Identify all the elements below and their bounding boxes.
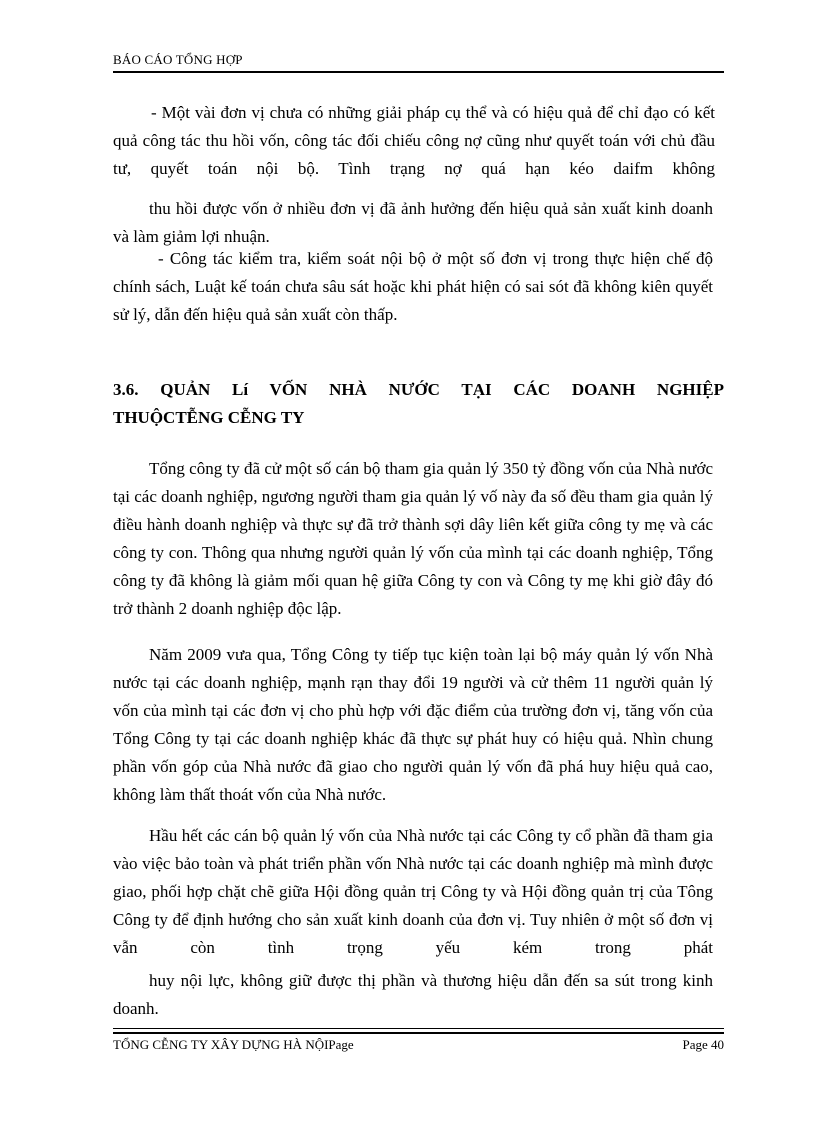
section-heading-line2: THUỘCTỄNG CỄNG TY	[113, 408, 305, 427]
header-divider	[113, 71, 724, 73]
paragraph-internal-strength: huy nội lực, không giữ được thị phần và thương hiệu dẫn đến sa sút trong kinh doanh.	[113, 971, 713, 1018]
footer-divider-thin	[113, 1028, 724, 1029]
section-heading	[113, 376, 724, 432]
paragraph-year-2009: Năm 2009 vưa qua, Tổng Công ty tiếp tục kiện toàn lại bộ máy quản lý vốn Nhà nước tại các doanh nghiệp, mạnh rạn thay đổi 19 người và cử thêm 11 người quản lý vốn của mình tại các đơn vị cho phù hợp với đặc điểm của trường đơn vị, tăng vốn của Tổng Công ty tại các doanh nghiệp khác đã thực sự phát huy có hiệu quả. Nhìn chung phần vốn góp của Nhà nước đã giao cho người quản lý vốn đã phá huy hiệu quả cao, không làm thất thoát vốn của Nhà nước.	[113, 645, 713, 804]
footer-divider-thick	[113, 1032, 724, 1034]
paragraph-internal-control: - Công tác kiểm tra, kiểm soát nội bộ ở một số đơn vị trong thực hiện chế độ chính sách, Luật kế toán chưa sâu sát hoặc khi phát hiện có sai sót đã không kiên quyết sử lý, dẫn đến hiệu quả sản xuất còn thấp.	[113, 249, 713, 324]
paragraph-debt-collection: - Một vài đơn vị chưa có những giải pháp cụ thể và có hiệu quả để chỉ đạo có kết quả công tác thu hồi vốn, công tác đối chiếu công nợ cũng như quyết toán với chủ đầu tư, quyết toán nội bộ. Tình trạng nợ quá hạn kéo daifm không	[113, 103, 715, 178]
page-number: Page 40	[682, 1037, 724, 1052]
section-heading-line1: 3.6. QUẢN Lí VỐN NHÀ NƯỚC TẠI CÁC DOANH NGHIỆP	[113, 380, 724, 399]
page-header: BÁO CÁO TỔNG HỢP	[113, 52, 243, 67]
paragraph-capital-officers: Hầu hết các cán bộ quản lý vốn của Nhà nước tại các Công ty cổ phần đã tham gia vào việc bảo toàn và phát triển phần vốn Nhà nước tại các doanh nghiệp mà mình được giao, phối hợp chặt chẽ giữa Hội đồng quản trị Công ty và Hội đồng quản trị của Tông Công ty để định hướng cho sản xuất kinh doanh của đơn vị. Tuy nhiên ở một số đơn vị vẫn còn tình trọng yếu kém trong phát	[113, 826, 713, 957]
paragraph-debt-impact: thu hồi được vốn ở nhiều đơn vị đã ảnh hưởng đến hiệu quả sản xuất kinh doanh và làm giảm lợi nhuận.	[113, 199, 713, 246]
paragraph-capital-management: Tổng công ty đã cử một số cán bộ tham gia quản lý 350 tỷ đồng vốn của Nhà nước tại các doanh nghiệp, ngương người tham gia quản lý vố này đa số đều tham gia quản lý điều hành doanh nghiệp và thực sự đã trở thành sợi dây liên kết giữa công ty mẹ và các công ty con. Thông qua nhưng người quản lý vốn của mình tại các doanh nghiệp, Tổng công ty đã không là giảm mối quan hệ giữa Công ty con và Công ty mẹ khi giờ đây đó trở thành 2 doanh nghiệp độc lập.	[113, 459, 713, 618]
footer-company: TỔNG CỄNG TY XÂY DỰNG HÀ NỘIPage	[113, 1037, 354, 1052]
